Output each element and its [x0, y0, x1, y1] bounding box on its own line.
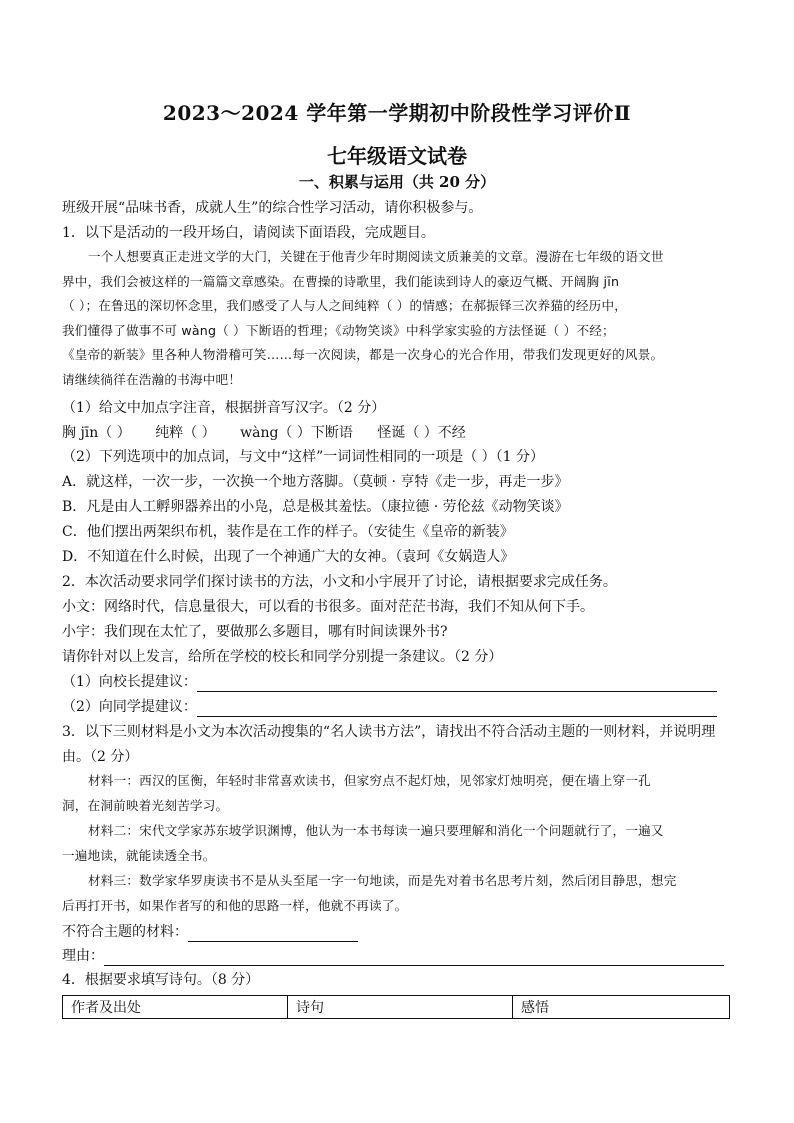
question-2-stem: 2．本次活动要求同学们探讨读书的方法，小文和小宇展开了讨论，请根据要求完成任务。	[62, 574, 617, 590]
reason-label: 理由：	[62, 948, 104, 964]
pinyin-item[interactable]: 胸 jīn（ ）	[62, 425, 131, 441]
option-a[interactable]: A．就这样，一次一步，一次换一个地方落脚。（莫顿 · 亨特《走一步，再走一步》	[62, 474, 569, 490]
xiaoyu-speech: 小宇：我们现在太忙了，要做那么多题目，哪有时间读课外书?	[62, 624, 448, 640]
exam-title: 2023～2024 学年第一学期初中阶段性学习评价Ⅱ	[162, 101, 632, 125]
principal-suggestion-label: （1）向校长提建议：	[62, 674, 197, 690]
table-header-row	[63, 996, 730, 1019]
intro-text: 班级开展“品味书香，成就人生”的综合性学习活动，请你积极参与。	[62, 200, 483, 216]
question-3-stem: 3．以下三则材料是小文为本次活动搜集的“名人读书方法”，请找出不符合活动主题的一则材料，并说明理	[62, 724, 716, 740]
principal-suggestion-blank[interactable]	[197, 675, 717, 692]
question-1-stem: 1．以下是活动的一段开场白，请阅读下面语段，完成题目。	[62, 225, 435, 241]
table-header-poem: 诗句	[288, 996, 513, 1019]
option-d[interactable]: D．不知道在什么时候，出现了一个神通广大的女神。（袁珂《女娲造人》	[62, 549, 515, 565]
xiaowen-speech: 小文：网络时代，信息量很大，可以看的书很多。面对茫茫书海，我们不知从何下手。	[62, 599, 594, 615]
reason-row	[62, 946, 732, 966]
passage-line: （ ）；在鲁迅的深切怀念里，我们感受了人与人之间纯粹（ ）的情感；在郝振铎三次养猫的经历中，	[62, 298, 628, 314]
material-1: 材料一：西汉的匡衡，年轻时非常喜欢读书，但家穷点不起灯烛，见邻家灯烛明亮，便在墙上穿一孔 洞，在洞前映着光刻苦学习。	[62, 773, 651, 813]
material-2: 材料二：宋代文学家苏东坡学识渊博，他认为一本书每读一遍只要理解和消化一个问题就行了，一遍又 一遍地读，就能读透全书。	[62, 823, 664, 863]
classmate-suggestion-blank[interactable]	[197, 700, 717, 717]
classmate-suggestion-row	[62, 697, 732, 717]
principal-suggestion-row	[62, 672, 732, 692]
option-c[interactable]: C．他们摆出两架织布机，装作是在工作的样子。（安徒生《皇帝的新装》	[62, 524, 514, 540]
option-b[interactable]: B．凡是由人工孵卵器养出的小凫，总是极其羞怯。（康拉德 · 劳伦兹《动物笑谈》	[62, 499, 569, 515]
section-heading: 一、积累与运用（共 20 分）	[298, 173, 496, 191]
question-1-sub-1: （1）给文中加点字注音，根据拼音写汉字。（2 分）	[62, 400, 386, 416]
passage-line: 《皇帝的新装》里各种人物滑稽可笑……每一次阅读，都是一次身心的光合作用，带我们发现更好的风景。	[62, 347, 664, 363]
material-3: 材料三：数学家华罗庚读书不是从头至尾一字一句地读，而是先对着书名思考片刻，然后闭目静思，想完 后再打开书，如果作者写的和他的思路一样，他就不再读了。	[62, 873, 677, 913]
passage-line: 我们懂得了做事不可 wàng（ ）下断语的哲理；《动物笑谈》中科学家实验的方法怪诞（ ）不经；	[62, 322, 615, 338]
passage-line: 一个人想要真正走进文学的大门，关键在于他青少年时期阅读文质兼美的文章。漫游在七年级的语文世	[88, 249, 664, 264]
table-header-author: 作者及出处	[63, 996, 288, 1019]
question-4-stem: 4．根据要求填写诗句。（8 分）	[62, 972, 260, 988]
pinyin-item[interactable]: 怪诞（ ）不经	[377, 425, 466, 441]
pinyin-item[interactable]: 纯粹（ ）	[155, 425, 216, 441]
pinyin-item[interactable]: wàng（ ）下断语	[240, 425, 353, 441]
question-1-passage	[62, 245, 732, 393]
nonfit-material-blank[interactable]	[188, 925, 358, 942]
poem-table	[62, 995, 730, 1019]
nonfit-material-row	[62, 922, 732, 942]
pinyin-row	[62, 423, 732, 443]
passage-line: 请继续徜徉在浩瀚的书海中吧！	[62, 371, 242, 387]
question-2-ask: 请你针对以上发言，给所在学校的校长和同学分别提一条建议。（2 分）	[62, 649, 503, 665]
reason-blank[interactable]	[104, 949, 724, 966]
nonfit-material-label: 不符合主题的材料：	[62, 924, 188, 940]
question-1-sub-2: （2）下列选项中的加点词，与文中“这样”一词词性相同的一项是（ ）（1 分）	[62, 449, 545, 465]
exam-subtitle: 七年级语文试卷	[327, 144, 467, 168]
question-3-stem-cont: 由。（2 分）	[62, 749, 139, 765]
table-header-insight: 感悟	[513, 996, 730, 1019]
classmate-suggestion-label: （2）向同学提建议：	[62, 699, 197, 715]
passage-line: 界中，我们会被这样的一篇篇文章感染。在曹操的诗歌里，我们能读到诗人的豪迈气概、开阔胸 jīn	[62, 273, 620, 289]
